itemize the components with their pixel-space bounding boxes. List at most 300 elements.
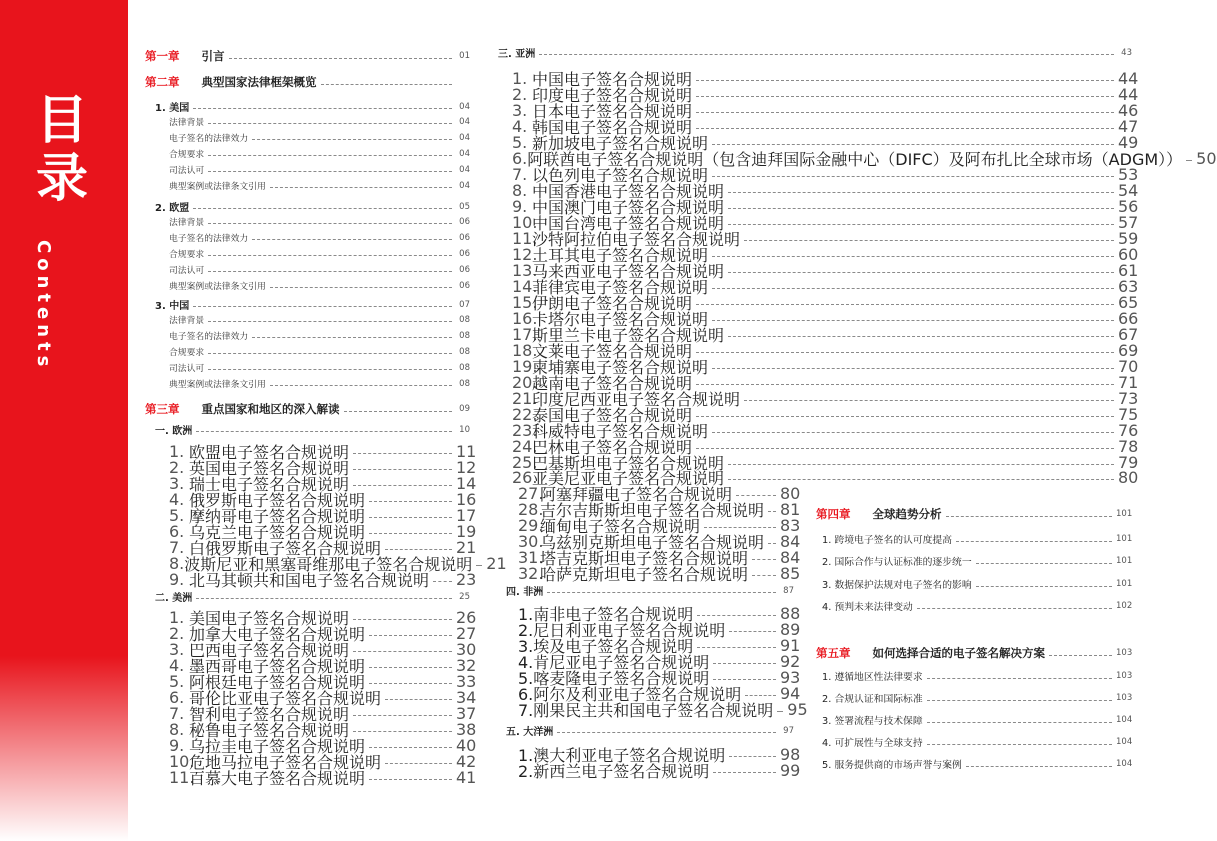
page-number: 09 xyxy=(459,404,470,414)
toc-entry[interactable] xyxy=(169,345,470,358)
entry-label: 以色列电子签名合规说明 xyxy=(532,166,709,185)
entry-label: 印度尼西亚电子签名合规说明 xyxy=(532,390,741,409)
entry-label: 4.肯尼亚电子签名合规说明 xyxy=(518,653,710,672)
page-number: 69 xyxy=(1118,341,1139,360)
dotted-leader xyxy=(1049,655,1112,656)
dotted-leader xyxy=(476,565,482,566)
dotted-leader xyxy=(713,679,776,680)
page-number: 76 xyxy=(1118,421,1139,440)
dotted-leader xyxy=(729,756,776,757)
chapter-number: 第一章 xyxy=(145,49,180,63)
dotted-leader xyxy=(369,501,452,502)
dotted-leader xyxy=(745,695,776,696)
page-number: 08 xyxy=(459,330,470,341)
item-number: 26. xyxy=(512,468,538,487)
item-number: 6. xyxy=(169,688,185,707)
item-number: 10. xyxy=(512,213,538,232)
item-number: 9. xyxy=(169,570,185,589)
page-number: 16 xyxy=(456,490,477,509)
entry-label: 哈萨克斯坦电子签名合规说明 xyxy=(540,565,749,584)
page-number: 67 xyxy=(1118,325,1139,344)
dotted-leader xyxy=(736,495,776,496)
page-number: 66 xyxy=(1118,309,1139,328)
page-number: 21 xyxy=(486,554,507,573)
entry-label: 2. 国际合作与认证标准的逐步统一 xyxy=(822,557,972,568)
dotted-leader xyxy=(713,772,776,773)
toc-entry[interactable] xyxy=(169,263,470,276)
toc-entry[interactable] xyxy=(822,757,1132,771)
item-number: 19. xyxy=(512,357,538,376)
dotted-leader xyxy=(385,549,452,550)
dotted-leader xyxy=(712,368,1114,369)
entry-label: 3. 签署流程与技术保障 xyxy=(822,716,923,727)
dotted-leader xyxy=(712,256,1114,257)
entry-label: 典型国家法律框架概览 xyxy=(201,75,317,89)
entry-label: 加拿大电子签名合规说明 xyxy=(189,625,366,644)
entry-label: 阿塞拜疆电子签名合规说明 xyxy=(540,485,733,504)
entry-label: 韩国电子签名合规说明 xyxy=(532,118,693,137)
toc-entry[interactable] xyxy=(506,723,794,738)
entry-label: 乌拉圭电子签名合规说明 xyxy=(189,737,366,756)
toc-entry[interactable] xyxy=(155,297,470,312)
dotted-leader xyxy=(729,631,776,632)
entry-label: 巴林电子签名合规说明 xyxy=(532,438,693,457)
page-number: 47 xyxy=(1118,117,1139,136)
dotted-leader xyxy=(917,608,1112,609)
dotted-leader xyxy=(193,306,452,307)
toc-entry[interactable] xyxy=(155,99,470,114)
dotted-leader xyxy=(697,647,776,648)
toc-entry[interactable] xyxy=(169,247,470,260)
toc-entry[interactable] xyxy=(155,199,470,214)
dotted-leader xyxy=(696,96,1114,97)
entry-label: 1. 美国 xyxy=(155,103,190,114)
item-number: 21. xyxy=(512,389,538,408)
entry-label: 引言 xyxy=(201,49,225,63)
item-number: 31. xyxy=(518,548,544,567)
page-number: 88 xyxy=(780,604,801,623)
entry-label: 新加坡电子签名合规说明 xyxy=(532,134,709,153)
toc-entry[interactable] xyxy=(822,599,1132,613)
entry-label: 2.尼日利亚电子签名合规说明 xyxy=(518,621,726,640)
entry-label: 越南电子签名合规说明 xyxy=(532,374,693,393)
toc-entry[interactable] xyxy=(169,361,470,374)
item-number: 7. xyxy=(169,538,185,557)
page-number: 53 xyxy=(1118,165,1139,184)
entry-label: 中国台湾电子签名合规说明 xyxy=(532,214,725,233)
entry-label: 3. 中国 xyxy=(155,301,190,312)
toc-entry[interactable] xyxy=(169,179,470,192)
entry-label: 电子签名的法律效力 xyxy=(169,332,249,342)
page-number: 59 xyxy=(1118,229,1139,248)
dotted-leader xyxy=(270,187,452,188)
dotted-leader xyxy=(956,541,1112,542)
page-number: 101 xyxy=(1116,579,1133,589)
entry-label: 三. 亚洲 xyxy=(498,49,536,60)
dotted-leader xyxy=(752,559,776,560)
page-number: 04 xyxy=(459,148,470,159)
toc-entry[interactable] xyxy=(169,313,470,326)
dotted-leader xyxy=(696,304,1114,305)
page-number: 08 xyxy=(459,314,470,325)
item-number: 9. xyxy=(169,736,185,755)
dotted-leader xyxy=(712,288,1114,289)
toc-entry[interactable] xyxy=(155,422,470,437)
item-number: 23. xyxy=(512,421,538,440)
dotted-leader xyxy=(547,592,776,593)
page-number: 06 xyxy=(459,216,470,227)
page-number: 99 xyxy=(780,761,801,780)
toc-entry[interactable] xyxy=(816,645,1132,661)
entry-label: 吉尔吉斯斯坦电子签名合规说明 xyxy=(540,501,765,520)
dotted-leader xyxy=(252,337,452,338)
dotted-leader xyxy=(777,711,783,712)
page-number: 07 xyxy=(459,299,470,310)
entry-label: 3.埃及电子签名合规说明 xyxy=(518,637,694,656)
item-number: 4. xyxy=(169,490,185,509)
dotted-leader xyxy=(196,598,452,599)
toc-subtitle: Contents xyxy=(33,240,54,372)
page-number: 63 xyxy=(1118,277,1139,296)
entry-label: 墨西哥电子签名合规说明 xyxy=(189,657,366,676)
page-number: 01 xyxy=(459,51,470,61)
entry-label: 二. 美洲 xyxy=(155,593,193,604)
page-number: 94 xyxy=(780,684,801,703)
item-number: 10. xyxy=(169,752,195,771)
dotted-leader xyxy=(208,155,452,156)
entry-label: 典型案例或法律条文引用 xyxy=(169,182,266,192)
page-number: 89 xyxy=(780,620,801,639)
page-number: 75 xyxy=(1118,405,1139,424)
dotted-leader xyxy=(557,732,776,733)
entry-label: 乌克兰电子签名合规说明 xyxy=(189,523,366,542)
page-number: 19 xyxy=(456,522,477,541)
dotted-leader xyxy=(353,453,452,454)
item-number: 7. xyxy=(169,704,185,723)
entry-label: 缅甸电子签名合规说明 xyxy=(540,517,701,536)
red-side-band xyxy=(0,0,128,841)
page-number: 83 xyxy=(780,516,801,535)
toc-entry[interactable] xyxy=(498,45,1132,60)
page-number: 65 xyxy=(1118,293,1139,312)
toc-entry[interactable] xyxy=(169,115,470,128)
toc-entry[interactable] xyxy=(518,698,808,721)
item-number: 6. xyxy=(169,522,185,541)
dotted-leader xyxy=(369,667,452,668)
page-number: 70 xyxy=(1118,357,1139,376)
entry-label: 卡塔尔电子签名合规说明 xyxy=(532,310,709,329)
page-number: 06 xyxy=(459,232,470,243)
page-number: 14 xyxy=(456,474,477,493)
entry-label: 1.南非电子签名合规说明 xyxy=(518,605,694,624)
item-number: 2. xyxy=(512,85,528,104)
toc-entry[interactable] xyxy=(518,562,801,585)
chapter-number: 第三章 xyxy=(145,402,180,416)
page-number: 80 xyxy=(780,484,801,503)
entry-label: 印度电子签名合规说明 xyxy=(532,86,693,105)
dotted-leader xyxy=(728,272,1114,273)
chapter-number: 第四章 xyxy=(816,507,851,521)
page-number: 44 xyxy=(1118,69,1139,88)
dotted-leader xyxy=(229,58,453,59)
page-number: 78 xyxy=(1118,437,1139,456)
toc-entry[interactable] xyxy=(822,554,1132,568)
toc-entry[interactable] xyxy=(169,279,470,292)
item-number: 22. xyxy=(512,405,538,424)
page-number: 08 xyxy=(459,378,470,389)
item-number: 4. xyxy=(169,656,185,675)
entry-label: 阿联酋电子签名合规说明（包含迪拜国际金融中心（DIFC）及阿布扎比全球市场（ADGM）） xyxy=(527,150,1183,169)
dotted-leader xyxy=(728,192,1114,193)
entry-label: 中国香港电子签名合规说明 xyxy=(532,182,725,201)
dotted-leader xyxy=(208,353,452,354)
entry-label: 英国电子签名合规说明 xyxy=(189,459,350,478)
item-number: 3. xyxy=(169,640,185,659)
dotted-leader xyxy=(433,581,452,582)
dotted-leader xyxy=(369,533,452,534)
dotted-leader xyxy=(208,171,452,172)
page-number: 37 xyxy=(456,704,477,723)
entry-label: 中国澳门电子签名合规说明 xyxy=(532,198,725,217)
chapter-number: 第五章 xyxy=(816,646,851,660)
entry-label: 2.新西兰电子签名合规说明 xyxy=(518,762,710,781)
toc-entry[interactable] xyxy=(169,377,470,390)
entry-label: 2. 欧盟 xyxy=(155,203,190,214)
toc-title: 目录 xyxy=(36,91,89,209)
item-number: 1. xyxy=(169,608,185,627)
toc-entry[interactable] xyxy=(822,532,1132,546)
entry-label: 电子签名的法律效力 xyxy=(169,134,249,144)
entry-label: 2. 合规认证和国际标准 xyxy=(822,694,923,705)
page-number: 104 xyxy=(1116,737,1133,747)
item-number: 24. xyxy=(512,437,538,456)
page-number: 44 xyxy=(1118,85,1139,104)
dotted-leader xyxy=(696,80,1114,81)
item-number: 3. xyxy=(169,474,185,493)
dotted-leader xyxy=(696,448,1114,449)
dotted-leader xyxy=(353,715,452,716)
page-number: 23 xyxy=(456,570,477,589)
entry-label: 电子签名的法律效力 xyxy=(169,234,249,244)
dotted-leader xyxy=(728,224,1114,225)
dotted-leader xyxy=(369,747,452,748)
dotted-leader xyxy=(385,763,452,764)
toc-entry[interactable] xyxy=(506,583,794,598)
item-number: 17. xyxy=(512,325,538,344)
dotted-leader xyxy=(353,619,452,620)
page-number: 101 xyxy=(1116,556,1133,566)
entry-label: 司法认可 xyxy=(169,166,205,176)
item-number: 14. xyxy=(512,277,538,296)
entry-label: 5.喀麦隆电子签名合规说明 xyxy=(518,669,710,688)
dotted-leader xyxy=(927,700,1112,701)
entry-label: 科威特电子签名合规说明 xyxy=(532,422,709,441)
entry-label: 亚美尼亚电子签名合规说明 xyxy=(532,469,725,488)
entry-label: 沙特阿拉伯电子签名合规说明 xyxy=(532,230,741,249)
dotted-leader xyxy=(369,683,452,684)
dotted-leader xyxy=(704,527,776,528)
toc-entry[interactable] xyxy=(169,329,470,342)
entry-label: 伊朗电子签名合规说明 xyxy=(532,294,693,313)
dotted-leader xyxy=(321,84,453,85)
page-number: 87 xyxy=(783,585,794,596)
entry-label: 如何选择合适的电子签名解决方案 xyxy=(872,646,1045,660)
page-number: 102 xyxy=(1116,601,1133,611)
item-number: 5. xyxy=(512,133,528,152)
page-number: 42 xyxy=(456,752,477,771)
dotted-leader xyxy=(270,287,452,288)
page-number: 12 xyxy=(456,458,477,477)
entry-label: 巴西电子签名合规说明 xyxy=(189,641,350,660)
dotted-leader xyxy=(369,635,452,636)
toc-entry[interactable] xyxy=(145,48,470,64)
item-number: 18. xyxy=(512,341,538,360)
dotted-leader xyxy=(385,699,452,700)
page-number: 06 xyxy=(459,280,470,291)
toc-entry[interactable] xyxy=(169,215,470,228)
dotted-leader xyxy=(193,208,452,209)
dotted-leader xyxy=(353,651,452,652)
dotted-leader xyxy=(927,744,1112,745)
item-number: 13. xyxy=(512,261,538,280)
page-number: 73 xyxy=(1118,389,1139,408)
dotted-leader xyxy=(252,239,452,240)
page-number: 11 xyxy=(456,442,477,461)
toc-entry[interactable] xyxy=(169,147,470,160)
page-number: 49 xyxy=(1118,133,1139,152)
dotted-leader xyxy=(353,485,452,486)
dotted-leader xyxy=(768,511,776,512)
entry-label: 阿根廷电子签名合规说明 xyxy=(189,673,366,692)
page-number: 43 xyxy=(1121,47,1132,58)
dotted-leader xyxy=(369,779,452,780)
page-number: 103 xyxy=(1116,648,1133,658)
dotted-leader xyxy=(976,563,1112,564)
dotted-leader xyxy=(713,663,776,664)
dotted-leader xyxy=(744,400,1114,401)
page-number: 84 xyxy=(780,548,801,567)
entry-label: 文莱电子签名合规说明 xyxy=(532,342,693,361)
toc-entry[interactable] xyxy=(518,759,801,782)
page-number: 91 xyxy=(780,636,801,655)
dotted-leader xyxy=(712,320,1114,321)
entry-label: 北马其顿共和国电子签名合规说明 xyxy=(189,571,430,590)
entry-label: 瑞士电子签名合规说明 xyxy=(189,475,350,494)
toc-entry[interactable] xyxy=(822,735,1132,749)
entry-label: 哥伦比亚电子签名合规说明 xyxy=(189,689,382,708)
item-number: 9. xyxy=(512,197,528,216)
page-number: 56 xyxy=(1118,197,1139,216)
dotted-leader xyxy=(344,411,453,412)
page-number: 71 xyxy=(1118,373,1139,392)
dotted-leader xyxy=(927,678,1112,679)
toc-entry[interactable] xyxy=(169,766,477,789)
toc-entry[interactable] xyxy=(145,74,470,90)
page-number: 101 xyxy=(1116,509,1133,519)
page-number: 17 xyxy=(456,506,477,525)
page-number: 104 xyxy=(1116,759,1133,769)
item-number: 30. xyxy=(518,532,544,551)
entry-label: 乌兹别克斯坦电子签名合规说明 xyxy=(540,533,765,552)
entry-label: 白俄罗斯电子签名合规说明 xyxy=(189,539,382,558)
entry-label: 4. 可扩展性与全球支持 xyxy=(822,738,923,749)
page-number: 103 xyxy=(1116,671,1133,681)
dotted-leader xyxy=(539,54,1114,55)
page-number: 101 xyxy=(1116,534,1133,544)
page-number: 40 xyxy=(456,736,477,755)
page-number: 97 xyxy=(783,725,794,736)
toc-entry[interactable] xyxy=(145,401,470,417)
item-number: 7. xyxy=(512,165,528,184)
toc-entry[interactable] xyxy=(169,231,470,244)
item-number: 8. xyxy=(169,720,185,739)
entry-label: 司法认可 xyxy=(169,364,205,374)
dotted-leader xyxy=(208,255,452,256)
dotted-leader xyxy=(208,369,452,370)
item-number: 1. xyxy=(512,69,528,88)
entry-label: 法律背景 xyxy=(169,316,205,326)
dotted-leader xyxy=(270,385,452,386)
entry-label: 法律背景 xyxy=(169,218,205,228)
dotted-leader xyxy=(208,321,452,322)
toc-entry[interactable] xyxy=(169,163,470,176)
page-number: 27 xyxy=(456,624,477,643)
page-number: 104 xyxy=(1116,715,1133,725)
entry-label: 中国电子签名合规说明 xyxy=(532,70,693,89)
page-number: 92 xyxy=(780,652,801,671)
page-number: 05 xyxy=(459,201,470,212)
toc-entry[interactable] xyxy=(169,131,470,144)
page-number: 34 xyxy=(456,688,477,707)
dotted-leader xyxy=(353,731,452,732)
dotted-leader xyxy=(728,479,1114,480)
page-number: 04 xyxy=(459,164,470,175)
toc-entry[interactable] xyxy=(169,568,477,591)
toc-entry[interactable] xyxy=(816,506,1132,522)
entry-label: 摩纳哥电子签名合规说明 xyxy=(189,507,366,526)
entry-label: 一. 欧洲 xyxy=(155,426,193,437)
page-number: 61 xyxy=(1118,261,1139,280)
item-number: 5. xyxy=(169,506,185,525)
toc-entry[interactable] xyxy=(822,669,1132,683)
page-number: 50 xyxy=(1196,149,1217,168)
page-number: 06 xyxy=(459,264,470,275)
page-number: 04 xyxy=(459,116,470,127)
entry-label: 合规要求 xyxy=(169,348,205,358)
dotted-leader xyxy=(1186,160,1192,161)
page-number: 85 xyxy=(780,564,801,583)
toc-entry[interactable] xyxy=(822,691,1132,705)
dotted-leader xyxy=(976,586,1112,587)
entry-label: 百慕大电子签名合规说明 xyxy=(189,769,366,788)
entry-label: 7.刚果民主共和国电子签名合规说明 xyxy=(518,701,774,720)
item-number: 20. xyxy=(512,373,538,392)
dotted-leader xyxy=(728,208,1114,209)
entry-label: 1. 跨境电子签名的认可度提高 xyxy=(822,535,953,546)
page-number: 84 xyxy=(780,532,801,551)
dotted-leader xyxy=(728,464,1114,465)
page-number: 54 xyxy=(1118,181,1139,200)
toc-entry[interactable] xyxy=(822,577,1132,591)
entry-label: 合规要求 xyxy=(169,150,205,160)
page-number: 57 xyxy=(1118,213,1139,232)
dotted-leader xyxy=(208,223,452,224)
entry-label: 波斯尼亚和黑塞哥维那电子签名合规说明 xyxy=(184,555,473,574)
dotted-leader xyxy=(696,352,1114,353)
dotted-leader xyxy=(946,516,1113,517)
toc-entry[interactable] xyxy=(155,589,470,604)
toc-entry[interactable] xyxy=(822,713,1132,727)
